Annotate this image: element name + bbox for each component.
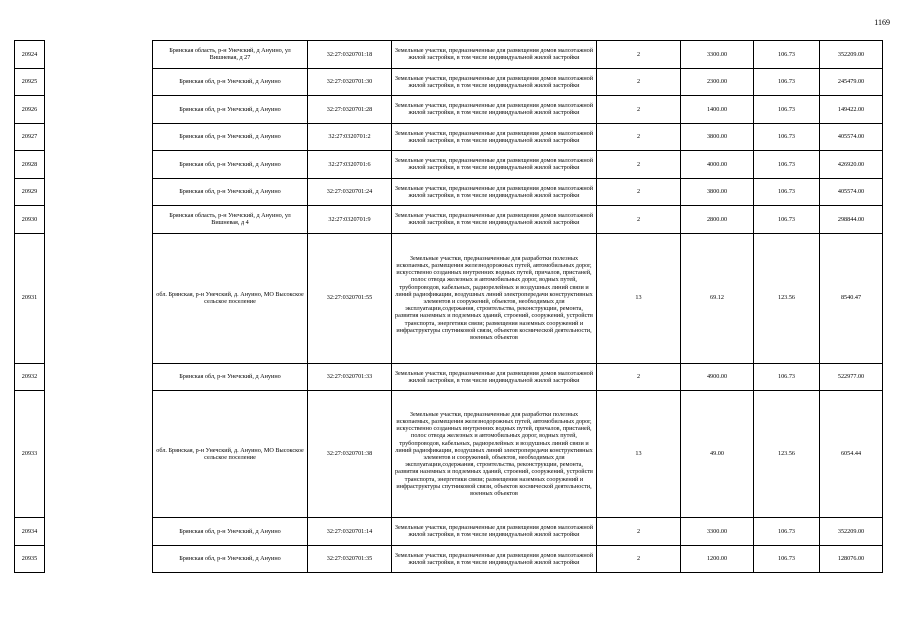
table-row	[15, 233, 883, 363]
rate-cell: 106.73	[754, 178, 820, 206]
area-cell: 4000.00	[681, 151, 754, 179]
gap-cell	[45, 233, 153, 363]
group-cell: 2	[597, 123, 681, 151]
area-cell: 2800.00	[681, 206, 754, 234]
land-purpose-cell: Земельные участки, предназначенные для размещения домов малоэтажной жилой застройки, в том числе индивидуальной жилой застройки	[392, 96, 597, 124]
land-purpose-cell: Земельные участки, предназначенные для размещения домов малоэтажной жилой застройки, в том числе индивидуальной жилой застройки	[392, 363, 597, 391]
cadastral-value-cell: 245479.00	[820, 68, 883, 96]
record-number-cell: 20927	[15, 123, 45, 151]
cadastral-number-cell: 32:27:0320701:55	[308, 233, 392, 363]
address-cell: Брянская обл, р-н Унечский, д Ануино	[153, 545, 308, 573]
gap-cell	[45, 41, 153, 69]
gap-cell	[45, 178, 153, 206]
area-cell: 3300.00	[681, 518, 754, 546]
gap-cell	[45, 206, 153, 234]
record-number-cell: 20933	[15, 391, 45, 518]
table-row	[15, 96, 883, 124]
cadastral-number-cell: 32:27:0320701:6	[308, 151, 392, 179]
table-row	[15, 391, 883, 518]
area-cell: 2300.00	[681, 68, 754, 96]
record-number-cell: 20928	[15, 151, 45, 179]
group-cell: 2	[597, 41, 681, 69]
address-cell: обл. Брянская, р-н Унечский, д. Ануино, МО Высокское сельское поселение	[153, 233, 308, 363]
address-cell: Брянская обл, р-н Унечский, д Ануино	[153, 96, 308, 124]
cadastral-value-cell: 426920.00	[820, 151, 883, 179]
area-cell: 49.00	[681, 391, 754, 518]
rate-cell: 106.73	[754, 151, 820, 179]
table-row	[15, 151, 883, 179]
record-number-cell: 20935	[15, 545, 45, 573]
page-number: 1169	[874, 18, 890, 27]
area-cell: 3800.00	[681, 178, 754, 206]
rate-cell: 123.56	[754, 391, 820, 518]
rate-cell: 106.73	[754, 123, 820, 151]
cadastral-number-cell: 32:27:0320701:24	[308, 178, 392, 206]
cadastral-value-cell: 352209.00	[820, 41, 883, 69]
cadastral-value-cell: 128076.00	[820, 545, 883, 573]
table-row	[15, 41, 883, 69]
group-cell: 2	[597, 96, 681, 124]
cadastral-value-cell: 405574.00	[820, 123, 883, 151]
gap-cell	[45, 518, 153, 546]
cadastral-value-cell: 405574.00	[820, 178, 883, 206]
address-cell: Брянская обл, р-н Унечский, д Ануино	[153, 518, 308, 546]
address-cell: обл. Брянская, р-н Унечский, д. Ануино, МО Высокское сельское поселение	[153, 391, 308, 518]
group-cell: 2	[597, 363, 681, 391]
group-cell: 2	[597, 178, 681, 206]
table-row	[15, 178, 883, 206]
cadastral-number-cell: 32:27:0320701:28	[308, 96, 392, 124]
group-cell: 2	[597, 151, 681, 179]
table-row	[15, 518, 883, 546]
land-purpose-cell: Земельные участки, предназначенные для разработки полезных ископаемых, размещения железнодорожных путей, автомобильных дорог, искусственно созданных внутренних водных путей, причалов, пристаней, полос отвода железных и автомобильных дорог, водных путей, трубопроводов, кабельных, радиорелейных и воздушных линий связи и линий радиофикации, воздушных линий электропередачи конструктивных элементов и сооружений, объектов, необходимых для эксплуатации,содержания, строительства, реконструкции, ремонта, развития наземных и подземных зданий, строений, сооружений, устройств транспорта, энергетики связи; размещения наземных сооружений и инфраструктуры спутниковой связи, объектов космической деятельности, военных объектов	[392, 233, 597, 363]
area-cell: 3300.00	[681, 41, 754, 69]
cadastral-value-cell: 522977.00	[820, 363, 883, 391]
area-cell: 1200.00	[681, 545, 754, 573]
rate-cell: 106.73	[754, 545, 820, 573]
group-cell: 2	[597, 68, 681, 96]
cadastral-value-cell: 352209.00	[820, 518, 883, 546]
rate-cell: 106.73	[754, 96, 820, 124]
rate-cell: 106.73	[754, 206, 820, 234]
area-cell: 4900.00	[681, 363, 754, 391]
record-number-cell: 20926	[15, 96, 45, 124]
gap-cell	[45, 363, 153, 391]
group-cell: 2	[597, 206, 681, 234]
record-number-cell: 20934	[15, 518, 45, 546]
record-number-cell: 20929	[15, 178, 45, 206]
rate-cell: 106.73	[754, 518, 820, 546]
cadastral-value-cell: 8540.47	[820, 233, 883, 363]
gap-cell	[45, 123, 153, 151]
address-cell: Брянская обл, р-н Унечский, д Ануино	[153, 363, 308, 391]
gap-cell	[45, 151, 153, 179]
record-number-cell: 20925	[15, 68, 45, 96]
cadastral-number-cell: 32:27:0320701:38	[308, 391, 392, 518]
table-row	[15, 545, 883, 573]
land-purpose-cell: Земельные участки, предназначенные для размещения домов малоэтажной жилой застройки, в том числе индивидуальной жилой застройки	[392, 206, 597, 234]
group-cell: 2	[597, 518, 681, 546]
land-purpose-cell: Земельные участки, предназначенные для разработки полезных ископаемых, размещения железнодорожных путей, автомобильных дорог, искусственно созданных внутренних водных путей, причалов, пристаней, полос отвода железных и автомобильных дорог, водных путей, трубопроводов, кабельных, радиорелейных и воздушных линий связи и линий радиофикации, воздушных линий электропередачи конструктивных элементов и сооружений, объектов, необходимых для эксплуатации,содержания, строительства, реконструкции, ремонта, развития наземных и подземных зданий, строений, сооружений, устройств транспорта, энергетики связи; размещения наземных сооружений и инфраструктуры спутниковой связи, объектов космической деятельности, военных объектов	[392, 391, 597, 518]
land-purpose-cell: Земельные участки, предназначенные для размещения домов малоэтажной жилой застройки, в том числе индивидуальной жилой застройки	[392, 41, 597, 69]
gap-cell	[45, 68, 153, 96]
rate-cell: 106.73	[754, 68, 820, 96]
gap-cell	[45, 96, 153, 124]
cadastral-number-cell: 32:27:0320701:33	[308, 363, 392, 391]
land-registry-table	[14, 40, 883, 573]
cadastral-value-cell: 298844.00	[820, 206, 883, 234]
area-cell: 3800.00	[681, 123, 754, 151]
address-cell: Брянская область, р-н Унечский, д Ануино, ул Вишневая, д 27	[153, 41, 308, 69]
record-number-cell: 20932	[15, 363, 45, 391]
cadastral-number-cell: 32:27:0320701:14	[308, 518, 392, 546]
land-purpose-cell: Земельные участки, предназначенные для размещения домов малоэтажной жилой застройки, в том числе индивидуальной жилой застройки	[392, 68, 597, 96]
gap-cell	[45, 545, 153, 573]
address-cell: Брянская обл, р-н Унечский, д Ануино	[153, 68, 308, 96]
land-purpose-cell: Земельные участки, предназначенные для размещения домов малоэтажной жилой застройки, в том числе индивидуальной жилой застройки	[392, 178, 597, 206]
address-cell: Брянская обл, р-н Унечский, д Ануино	[153, 178, 308, 206]
cadastral-number-cell: 32:27:0320701:9	[308, 206, 392, 234]
cadastral-value-cell: 149422.00	[820, 96, 883, 124]
cadastral-number-cell: 32:27:0320701:30	[308, 68, 392, 96]
cadastral-number-cell: 32:27:0320701:2	[308, 123, 392, 151]
area-cell: 1400.00	[681, 96, 754, 124]
rate-cell: 106.73	[754, 41, 820, 69]
cadastral-number-cell: 32:27:0320701:35	[308, 545, 392, 573]
land-purpose-cell: Земельные участки, предназначенные для размещения домов малоэтажной жилой застройки, в том числе индивидуальной жилой застройки	[392, 518, 597, 546]
table-row	[15, 363, 883, 391]
rate-cell: 106.73	[754, 363, 820, 391]
address-cell: Брянская область, р-н Унечский, д Ануино, ул Вишневая, д 4	[153, 206, 308, 234]
group-cell: 2	[597, 545, 681, 573]
record-number-cell: 20924	[15, 41, 45, 69]
cadastral-value-cell: 6054.44	[820, 391, 883, 518]
table-row	[15, 68, 883, 96]
rate-cell: 123.56	[754, 233, 820, 363]
area-cell: 69.12	[681, 233, 754, 363]
table-row	[15, 206, 883, 234]
land-purpose-cell: Земельные участки, предназначенные для размещения домов малоэтажной жилой застройки, в том числе индивидуальной жилой застройки	[392, 123, 597, 151]
address-cell: Брянская обл, р-н Унечский, д Ануино	[153, 151, 308, 179]
address-cell: Брянская обл, р-н Унечский, д Ануино	[153, 123, 308, 151]
group-cell: 13	[597, 233, 681, 363]
land-purpose-cell: Земельные участки, предназначенные для размещения домов малоэтажной жилой застройки, в том числе индивидуальной жилой застройки	[392, 151, 597, 179]
table-row	[15, 123, 883, 151]
cadastral-number-cell: 32:27:0320701:18	[308, 41, 392, 69]
land-purpose-cell: Земельные участки, предназначенные для размещения домов малоэтажной жилой застройки, в том числе индивидуальной жилой застройки	[392, 545, 597, 573]
record-number-cell: 20931	[15, 233, 45, 363]
gap-cell	[45, 391, 153, 518]
group-cell: 13	[597, 391, 681, 518]
record-number-cell: 20930	[15, 206, 45, 234]
